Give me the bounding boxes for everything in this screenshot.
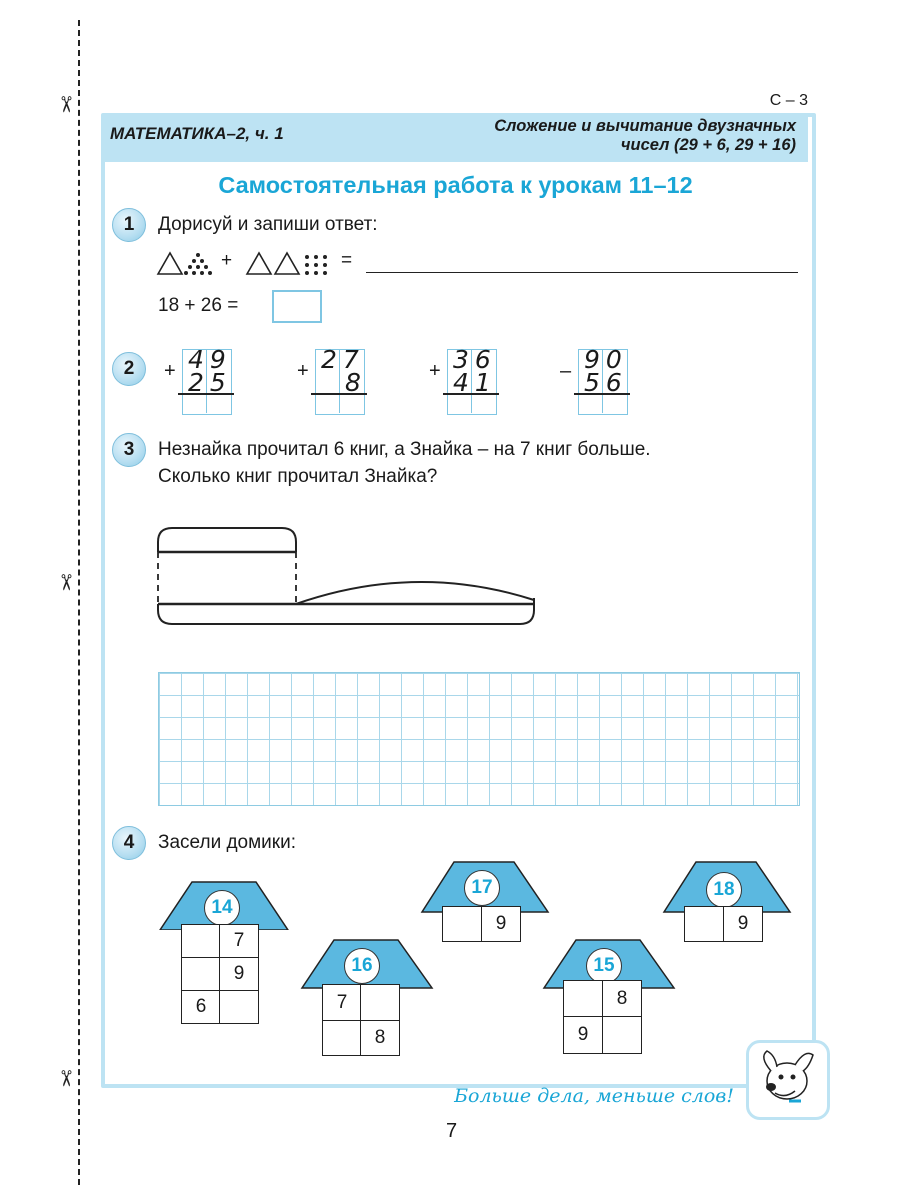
dog-icon xyxy=(749,1043,821,1111)
house-roof-number: 18 xyxy=(706,872,742,908)
house-roof-number: 17 xyxy=(464,870,500,906)
task-number-4: 4 xyxy=(112,826,146,860)
house-18 xyxy=(660,860,794,944)
task3-text-line-2: Сколько книг прочитал Знайка? xyxy=(158,466,438,487)
squared-answer-grid[interactable] xyxy=(158,672,800,806)
triangle-icon xyxy=(247,253,271,274)
subject-title: МАТЕМАТИКА–2, ч. 1 xyxy=(110,124,284,143)
triangle-icon xyxy=(158,253,182,274)
page-title: Самостоятельная работа к урокам 11–12 xyxy=(218,172,693,198)
scissors-icon: ✂ xyxy=(52,573,78,592)
top-number: 90 xyxy=(584,345,628,374)
house-cell[interactable] xyxy=(219,990,259,1024)
house-16 xyxy=(298,938,438,1058)
plus-sign: + xyxy=(221,250,233,271)
bottom-number: 25 xyxy=(188,368,232,397)
motto-text: Больше дела, меньше слов! xyxy=(454,1085,734,1107)
task1-text: Дорисуй и запиши ответ: xyxy=(158,214,378,235)
top-number: 27 xyxy=(321,345,365,374)
house-cell[interactable] xyxy=(563,980,603,1018)
house-cell[interactable]: 7 xyxy=(322,984,362,1022)
task-number-2: 2 xyxy=(112,352,146,386)
dot-triangle-icon xyxy=(184,253,212,275)
house-cell[interactable]: 9 xyxy=(563,1016,603,1054)
topic-line-1: Сложение и вычитание двузначных xyxy=(494,117,796,135)
operation-sign: – xyxy=(560,360,572,382)
house-cell[interactable]: 6 xyxy=(181,990,221,1024)
house-roof-number: 15 xyxy=(586,948,622,984)
cut-line xyxy=(78,20,80,1185)
task1-expression: 18 + 26 = xyxy=(158,295,239,316)
column-example-1 xyxy=(160,345,240,417)
house-17 xyxy=(418,860,552,944)
house-roof-number: 16 xyxy=(344,948,380,984)
operation-sign: + xyxy=(429,360,441,382)
house-cell[interactable]: 9 xyxy=(481,906,521,942)
house-cell[interactable] xyxy=(181,924,221,958)
operation-sign: + xyxy=(164,360,176,382)
house-cell[interactable]: 7 xyxy=(219,924,259,958)
house-roof-number: 14 xyxy=(204,890,240,926)
task3-text xyxy=(158,436,803,490)
dots-grid-icon xyxy=(305,255,327,275)
scissors-icon: ✂ xyxy=(52,95,78,114)
house-cell[interactable] xyxy=(684,906,724,942)
triangle-icon xyxy=(275,253,299,274)
house-14 xyxy=(154,880,294,1040)
house-cell[interactable] xyxy=(322,1020,362,1056)
bottom-number: 8 xyxy=(345,368,367,397)
top-number: 49 xyxy=(188,345,232,374)
top-number: 36 xyxy=(453,345,497,374)
house-cell[interactable] xyxy=(442,906,482,942)
house-15 xyxy=(540,938,680,1058)
house-cell[interactable]: 8 xyxy=(360,1020,400,1056)
shapes-expression xyxy=(155,247,370,279)
house-cell[interactable] xyxy=(602,1016,642,1054)
topic-line-2: чисел (29 + 6, 29 + 16) xyxy=(620,136,796,154)
bottom-number: 41 xyxy=(453,368,497,397)
house-cell[interactable] xyxy=(181,957,221,991)
bottom-number: 56 xyxy=(584,368,628,397)
column-example-2 xyxy=(293,345,373,417)
dog-mascot xyxy=(746,1040,830,1120)
house-cell[interactable]: 9 xyxy=(723,906,763,942)
house-cell[interactable] xyxy=(360,984,400,1022)
column-example-4 xyxy=(556,345,636,417)
scheme-diagram xyxy=(150,520,545,632)
equals-sign: = xyxy=(341,250,353,271)
task3-text-line-1: Незнайка прочитал 6 книг, а Знайка – на 7 книг больше. xyxy=(158,439,651,460)
house-cell[interactable]: 8 xyxy=(602,980,642,1018)
scissors-icon: ✂ xyxy=(52,1069,78,1088)
task-number-3: 3 xyxy=(112,433,146,467)
column-example-3 xyxy=(425,345,505,417)
page-code: С – 3 xyxy=(769,92,808,109)
topic-title xyxy=(416,117,796,155)
house-cell[interactable]: 9 xyxy=(219,957,259,991)
operation-sign: + xyxy=(297,360,309,382)
answer-box[interactable] xyxy=(272,290,322,323)
page-number: 7 xyxy=(446,1120,458,1142)
task4-text: Засели домики: xyxy=(158,832,296,853)
task-number-1: 1 xyxy=(112,208,146,242)
answer-line[interactable] xyxy=(366,272,798,273)
